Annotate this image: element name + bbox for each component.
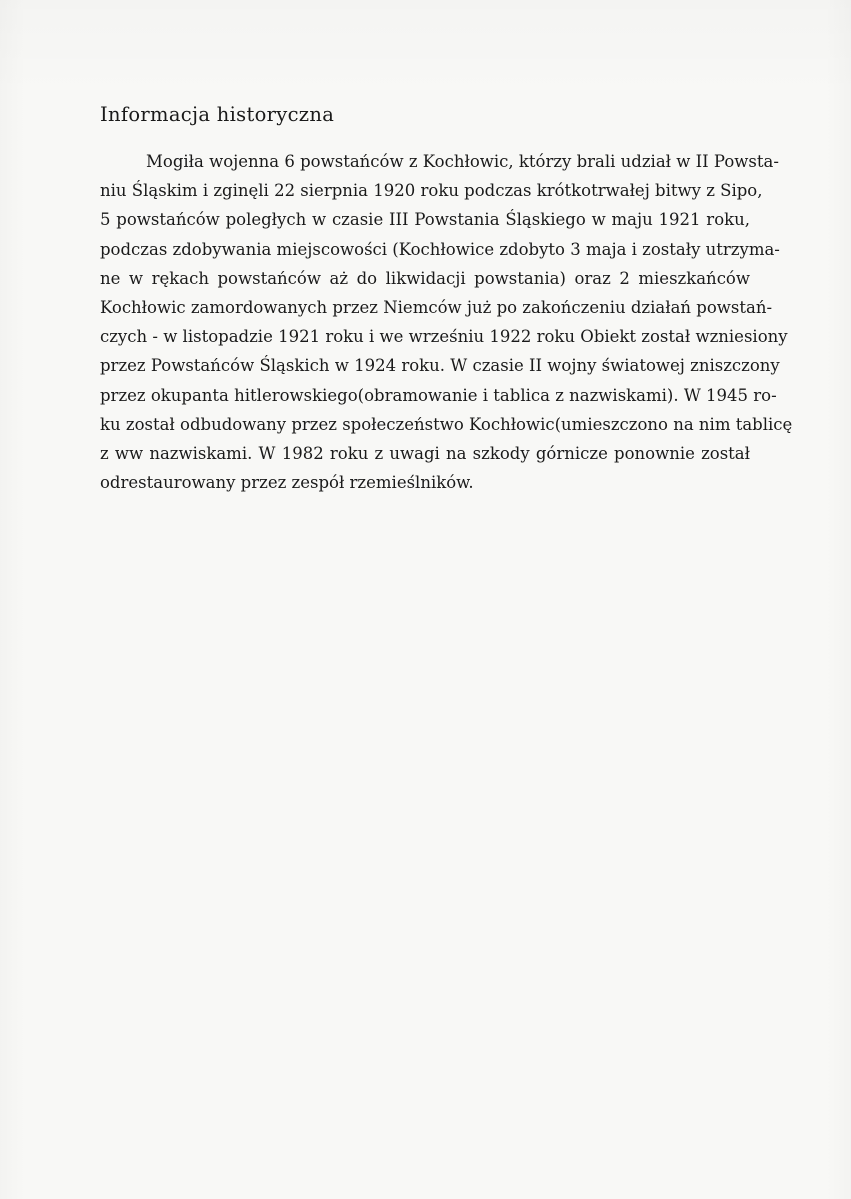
paragraph-line: 5 powstańców poległych w czasie III Powstania Śląskiego w maju 1921 roku, [100,210,750,230]
paragraph-line: ku został odbudowany przez społeczeństwo Kochłowic(umieszczono na nim tablicę [100,414,793,434]
document-heading: Informacja historyczna [100,103,335,126]
paragraph-line: Mogiła wojenna 6 powstańców z Kochłowic, którzy brali udział w II Powsta- [146,152,779,171]
paragraph-line: czych - w listopadzie 1921 roku i we wrześniu 1922 roku Obiekt został wzniesiony [100,327,788,347]
paragraph-line: odrestaurowany przez zespół rzemieślników. [100,473,474,493]
paragraph-line: niu Śląskim i zginęli 22 sierpnia 1920 roku podczas krótkotrwałej bitwy z Sipo, [100,181,763,201]
paragraph-line: podczas zdobywania miejscowości (Kochłowice zdobyto 3 maja i zostały utrzyma- [100,239,780,259]
paragraph-line: z ww nazwiskami. W 1982 roku z uwagi na szkody górnicze ponownie został [100,444,750,464]
paragraph-line: przez okupanta hitlerowskiego(obramowanie i tablica z nazwiskami). W 1945 ro- [100,385,777,405]
paragraph-line: przez Powstańców Śląskich w 1924 roku. W czasie II wojny światowej zniszczony [100,356,780,376]
historical-paragraph [100,147,793,497]
paragraph-line: Kochłowic zamordowanych przez Niemców już po zakończeniu działań powstań- [100,298,773,318]
paragraph-line: ne w rękach powstańców aż do likwidacji powstania) oraz 2 mieszkańców [100,268,750,288]
